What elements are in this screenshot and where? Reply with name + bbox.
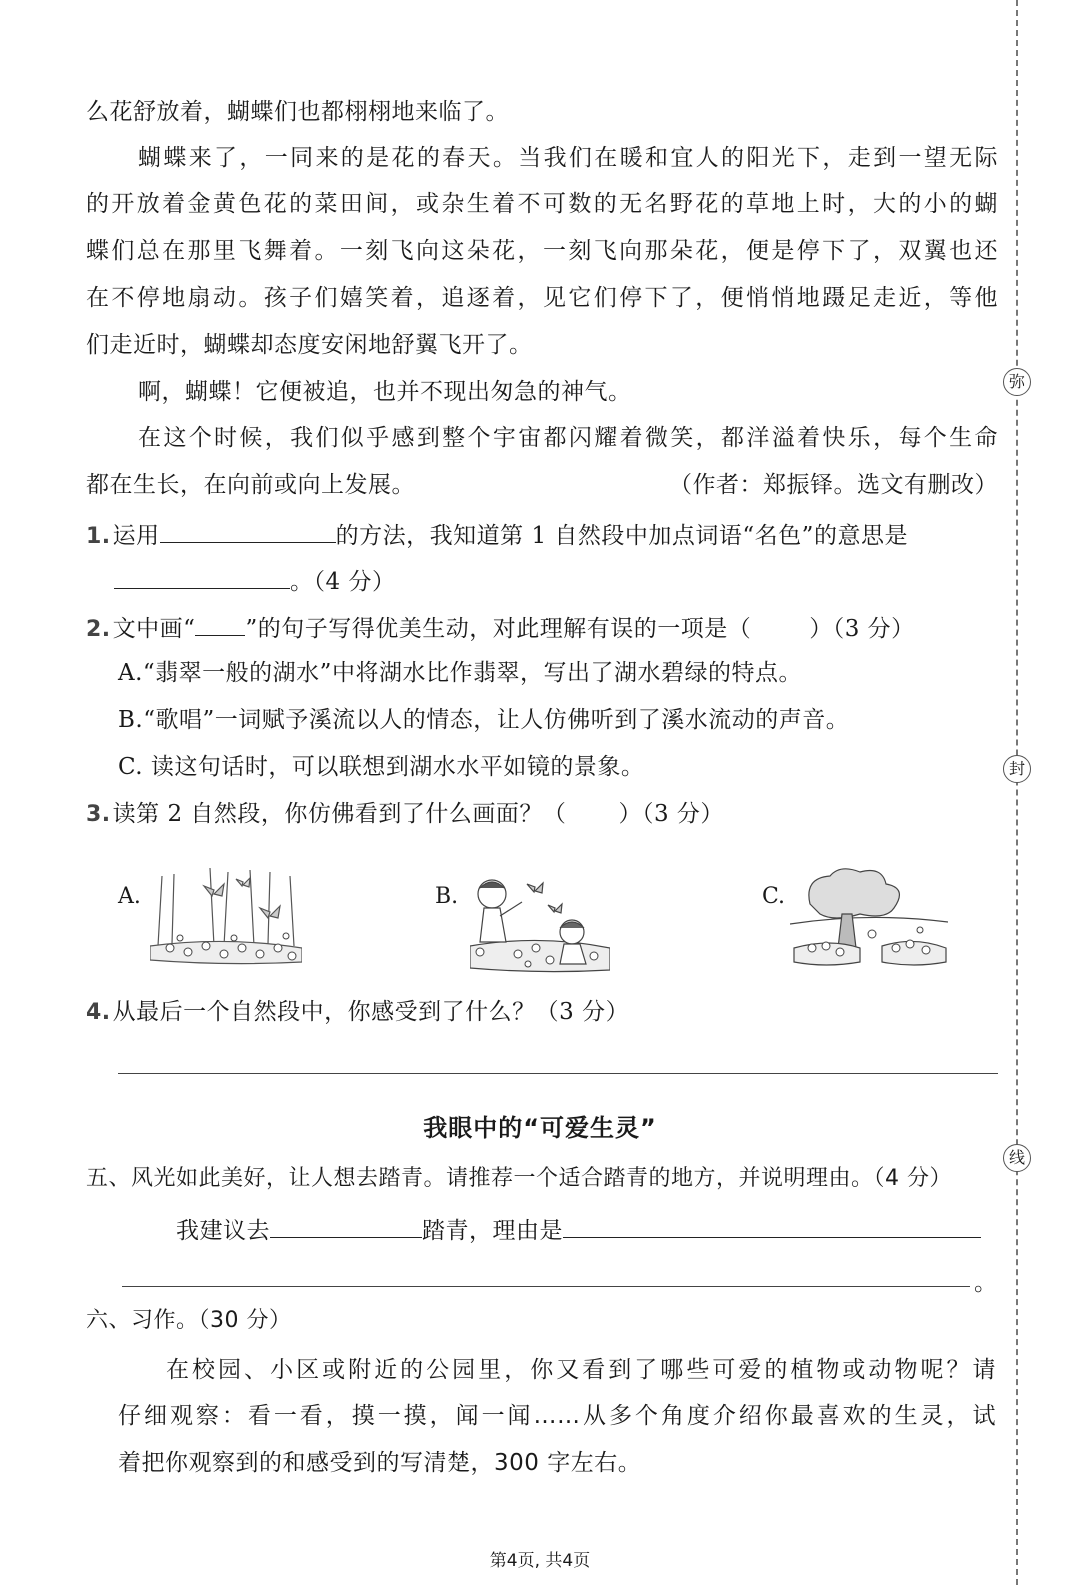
picture-option-label: C. — [762, 884, 786, 909]
children-butterflies-illustration[interactable] — [470, 872, 610, 974]
passage-line: 啊，蝴蝶！它便被追，也并不现出匆急的神气。 — [138, 379, 632, 405]
picture-option-label: A. — [118, 884, 141, 909]
passage-line-with-source — [86, 470, 998, 500]
fill-text: 我建议去 — [176, 1218, 270, 1244]
page-footer: 第4页, 共4页 — [489, 1551, 591, 1571]
answer-blank[interactable] — [160, 518, 336, 543]
question-1-cont — [114, 564, 1026, 597]
passage-line: 蝶们总在那里飞舞着。一刻飞向这朵花，一刻飞向那朵花，便是停下了，双翼也还 — [86, 238, 998, 264]
section-title: 我眼中的“可爱生灵” — [423, 1114, 657, 1142]
question-text: 运用 — [112, 523, 160, 549]
answer-line[interactable] — [122, 1286, 970, 1287]
question-2 — [86, 611, 998, 645]
question-text: ）（3 分） — [809, 616, 915, 642]
answer-blank[interactable] — [563, 1213, 981, 1238]
section-5-fill — [176, 1213, 998, 1246]
passage-line: 在这个时候，我们似乎感到整个宇宙都闪耀着微笑，都洋溢着快乐，每个生命 — [138, 425, 998, 451]
passage-line: 么花舒放着，蝴蝶们也都栩栩地来临了。 — [86, 99, 509, 125]
binding-dashed-line — [1016, 0, 1018, 1585]
essay-prompt-line: 仔细观察：看一看，摸一摸，闻一闻……从多个角度介绍你最喜欢的生灵，试 — [118, 1403, 996, 1429]
question-text: 的方法，我知道第 1 自然段中加点词语“名色”的意思是 — [335, 523, 908, 549]
answer-blank[interactable] — [114, 564, 290, 589]
question-text: 读第 2 自然段，你仿佛看到了什么画面？（ — [112, 801, 567, 827]
question-text: ）（3 分） — [618, 801, 724, 827]
question-text: 。（4 分） — [290, 569, 396, 595]
passage-line: 们走近时，蝴蝶却态度安闲地舒翼飞开了。 — [86, 332, 533, 358]
option-a: A.“翡翠一般的湖水”中将湖水比作翡翠，写出了湖水碧绿的特点。 — [118, 660, 802, 686]
essay-prompt-line: 在校园、小区或附近的公园里，你又看到了哪些可爱的植物或动物呢？请 — [166, 1357, 996, 1383]
question-number: 2. — [86, 617, 111, 642]
question-text: 从最后一个自然段中，你感受到了什么？（3 分） — [112, 999, 630, 1025]
picture-option-label: B. — [435, 884, 459, 909]
passage-line: 的开放着金黄色花的菜田间，或杂生着不可数的无名野花的草地上时，大的小的蝴 — [86, 191, 998, 217]
question-text: ”的句子写得优美生动，对此理解有误的一项是（ — [245, 616, 752, 642]
passage-line: 蝴蝶来了，一同来的是花的春天。当我们在暖和宜人的阳光下，走到一望无际 — [138, 145, 998, 171]
section-5-heading: 五、风光如此美好，让人想去踏青。请推荐一个适合踏青的地方，并说明理由。（4 分） — [86, 1166, 952, 1191]
question-number: 4. — [86, 1000, 111, 1025]
passage-text: 都在生长，在向前或向上发展。 — [86, 472, 415, 498]
question-4 — [86, 997, 998, 1028]
option-c: C. 读这句话时，可以联想到湖水水平如镜的景象。 — [118, 754, 645, 780]
question-number: 3. — [86, 802, 111, 827]
answer-line[interactable] — [118, 1073, 998, 1074]
passage-line: 在不停地扇动。孩子们嬉笑着，追逐着，见它们停下了，便悄悄地蹑足走近，等他 — [86, 285, 998, 311]
margin-seal-xian: 线 — [1003, 1144, 1031, 1172]
fill-end: 。 — [974, 1270, 998, 1296]
forest-butterflies-illustration[interactable] — [150, 866, 302, 966]
underline-sample — [195, 611, 245, 636]
passage-source: （作者：郑振铎。选文有删改） — [669, 472, 998, 498]
margin-seal-mi: 弥 — [1003, 368, 1031, 396]
section-6-heading: 六、习作。（30 分） — [86, 1308, 292, 1333]
question-number: 1. — [86, 524, 111, 549]
answer-blank[interactable] — [270, 1213, 422, 1238]
fill-text: 踏青，理由是 — [422, 1218, 563, 1244]
tree-chicks-illustration[interactable] — [790, 864, 948, 970]
option-b: B.“歌唱”一词赋予溪流以人的情态，让人仿佛听到了溪水流动的声音。 — [118, 707, 850, 733]
question-1 — [86, 518, 998, 552]
question-3 — [86, 799, 998, 830]
question-text: 文中画“ — [112, 616, 196, 642]
essay-prompt-line: 着把你观察到的和感受到的写清楚，300 字左右。 — [118, 1450, 642, 1476]
margin-seal-feng: 封 — [1003, 755, 1031, 783]
